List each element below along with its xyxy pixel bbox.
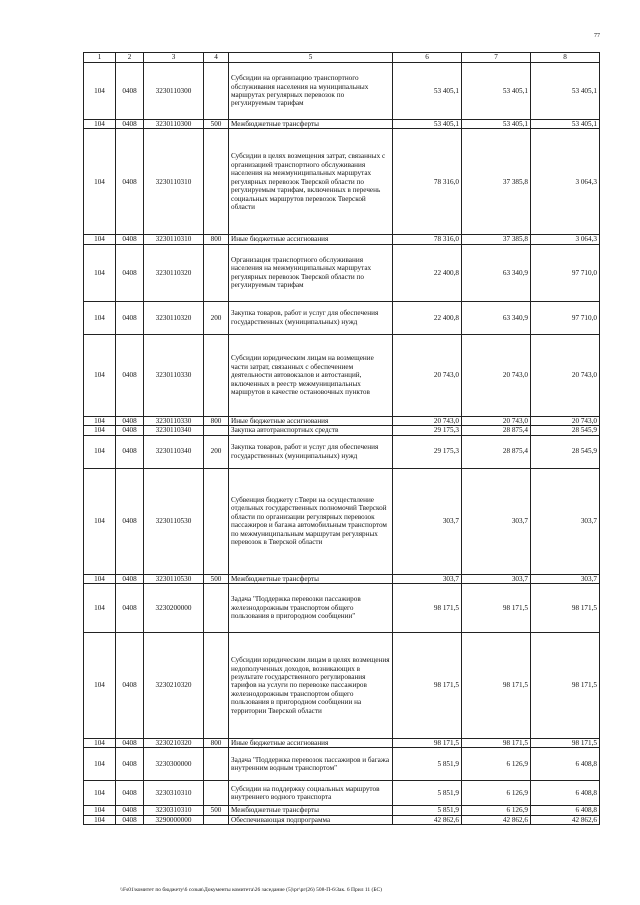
row-amount-col8: 303,7 bbox=[531, 468, 600, 574]
row-amount-col7: 98 171,5 bbox=[462, 739, 531, 748]
row-amount-col7: 28 875,4 bbox=[462, 426, 531, 435]
row-target-code: 3230300000 bbox=[144, 748, 204, 781]
column-header: 6 bbox=[393, 53, 462, 63]
column-header: 7 bbox=[462, 53, 531, 63]
row-expense-type-code: 500 bbox=[204, 120, 229, 129]
row-expense-type-code bbox=[204, 129, 229, 235]
row-expense-type-code bbox=[204, 244, 229, 301]
row-description: Межбюджетные трансферты bbox=[229, 574, 393, 583]
row-amount-col6: 78 316,0 bbox=[393, 129, 462, 235]
row-section-code: 104 bbox=[84, 468, 116, 574]
row-section-code: 104 bbox=[84, 301, 116, 334]
row-description: Закупка товаров, работ и услуг для обеспечения государственных (муниципальных) нужд bbox=[229, 301, 393, 334]
page-number: 77 bbox=[594, 33, 600, 39]
row-description: Субсидии юридическим лицам на возмещение части затрат, связанных с обеспечением деятельности автовокзалов и автостанций, включенных в реестр межмуниципальных маршрутов в качестве остановочных пунктов bbox=[229, 334, 393, 416]
row-amount-col7: 20 743,0 bbox=[462, 416, 531, 425]
column-header: 4 bbox=[204, 53, 229, 63]
row-subsection-code: 0408 bbox=[116, 468, 144, 574]
row-amount-col7: 53 405,1 bbox=[462, 63, 531, 120]
column-header: 2 bbox=[116, 53, 144, 63]
column-header: 3 bbox=[144, 53, 204, 63]
row-expense-type-code bbox=[204, 584, 229, 633]
row-expense-type-code: 800 bbox=[204, 739, 229, 748]
row-amount-col7: 98 171,5 bbox=[462, 584, 531, 633]
row-amount-col8: 20 743,0 bbox=[531, 416, 600, 425]
row-subsection-code: 0408 bbox=[116, 435, 144, 468]
row-subsection-code: 0408 bbox=[116, 416, 144, 425]
row-section-code: 104 bbox=[84, 426, 116, 435]
row-section-code: 104 bbox=[84, 748, 116, 781]
row-expense-type-code: 200 bbox=[204, 301, 229, 334]
row-amount-col8: 3 064,3 bbox=[531, 235, 600, 244]
row-target-code: 3290000000 bbox=[144, 815, 204, 824]
row-expense-type-code: 800 bbox=[204, 235, 229, 244]
row-section-code: 104 bbox=[84, 235, 116, 244]
row-amount-col8: 28 545,9 bbox=[531, 435, 600, 468]
column-header: 5 bbox=[229, 53, 393, 63]
row-section-code: 104 bbox=[84, 815, 116, 824]
row-subsection-code: 0408 bbox=[116, 781, 144, 806]
row-target-code: 3230110530 bbox=[144, 574, 204, 583]
row-section-code: 104 bbox=[84, 63, 116, 120]
table-row bbox=[84, 815, 600, 824]
row-section-code: 104 bbox=[84, 120, 116, 129]
row-amount-col8: 303,7 bbox=[531, 574, 600, 583]
row-amount-col7: 98 171,5 bbox=[462, 633, 531, 739]
row-amount-col6: 20 743,0 bbox=[393, 416, 462, 425]
row-description: Межбюджетные трансферты bbox=[229, 806, 393, 815]
row-expense-type-code bbox=[204, 334, 229, 416]
row-description: Иные бюджетные ассигнования bbox=[229, 739, 393, 748]
row-target-code: 3230110300 bbox=[144, 120, 204, 129]
row-expense-type-code bbox=[204, 633, 229, 739]
row-expense-type-code bbox=[204, 815, 229, 824]
row-target-code: 3230210320 bbox=[144, 633, 204, 739]
row-description: Субсидии на организацию транспортного обслуживания населения на муниципальных маршрутах регулярных перевозок по регулируемым тарифам bbox=[229, 63, 393, 120]
row-section-code: 104 bbox=[84, 584, 116, 633]
row-section-code: 104 bbox=[84, 129, 116, 235]
row-amount-col6: 53 405,1 bbox=[393, 120, 462, 129]
row-subsection-code: 0408 bbox=[116, 301, 144, 334]
table-row bbox=[84, 806, 600, 815]
row-description: Субвенция бюджету г.Твери на осуществление отдельных государственных полномочий Тверской области по организации регулярных перевозок пассажиров и багажа автомобильным транспортом по межмуниципальным маршрутам регулярных перевозок в Тверской области bbox=[229, 468, 393, 574]
row-target-code: 3230110320 bbox=[144, 301, 204, 334]
row-amount-col6: 98 171,5 bbox=[393, 584, 462, 633]
row-expense-type-code bbox=[204, 426, 229, 435]
row-amount-col7: 6 126,9 bbox=[462, 781, 531, 806]
table-row bbox=[84, 129, 600, 235]
row-amount-col6: 98 171,5 bbox=[393, 739, 462, 748]
row-amount-col7: 303,7 bbox=[462, 468, 531, 574]
row-target-code: 3230110320 bbox=[144, 244, 204, 301]
row-expense-type-code: 500 bbox=[204, 574, 229, 583]
row-amount-col8: 97 710,0 bbox=[531, 301, 600, 334]
table-row bbox=[84, 416, 600, 425]
table-row bbox=[84, 435, 600, 468]
row-subsection-code: 0408 bbox=[116, 584, 144, 633]
row-amount-col6: 22 400,8 bbox=[393, 301, 462, 334]
row-expense-type-code: 800 bbox=[204, 416, 229, 425]
table-row bbox=[84, 120, 600, 129]
row-subsection-code: 0408 bbox=[116, 748, 144, 781]
row-amount-col6: 303,7 bbox=[393, 574, 462, 583]
table-row bbox=[84, 244, 600, 301]
row-amount-col6: 98 171,5 bbox=[393, 633, 462, 739]
row-amount-col6: 42 862,6 bbox=[393, 815, 462, 824]
row-target-code: 3230310310 bbox=[144, 781, 204, 806]
row-amount-col8: 20 743,0 bbox=[531, 334, 600, 416]
row-amount-col6: 22 400,8 bbox=[393, 244, 462, 301]
row-amount-col8: 3 064,3 bbox=[531, 129, 600, 235]
row-description: Задача "Поддержка перевозок пассажиров и багажа внутренним водным транспортом" bbox=[229, 748, 393, 781]
row-amount-col7: 20 743,0 bbox=[462, 334, 531, 416]
table-row bbox=[84, 334, 600, 416]
row-amount-col7: 6 126,9 bbox=[462, 806, 531, 815]
row-target-code: 3230310310 bbox=[144, 806, 204, 815]
row-amount-col6: 303,7 bbox=[393, 468, 462, 574]
row-amount-col8: 6 408,8 bbox=[531, 806, 600, 815]
row-target-code: 3230110340 bbox=[144, 426, 204, 435]
row-subsection-code: 0408 bbox=[116, 235, 144, 244]
row-target-code: 3230110340 bbox=[144, 435, 204, 468]
row-expense-type-code bbox=[204, 748, 229, 781]
row-section-code: 104 bbox=[84, 435, 116, 468]
row-section-code: 104 bbox=[84, 334, 116, 416]
row-amount-col8: 53 405,1 bbox=[531, 63, 600, 120]
row-description: Задача "Поддержка перевозки пассажиров железнодорожным транспортом общего пользования в пригородном сообщении" bbox=[229, 584, 393, 633]
row-description: Субсидии в целях возмещения затрат, связанных с организацией транспортного обслуживания населения на межмуниципальных маршрутах регулярных перевозок Тверской области по регулируемым тарифам, включенных в перечень социальных маршрутов перевозок Тверской области bbox=[229, 129, 393, 235]
row-description: Иные бюджетные ассигнования bbox=[229, 416, 393, 425]
row-expense-type-code bbox=[204, 468, 229, 574]
row-amount-col8: 53 405,1 bbox=[531, 120, 600, 129]
row-amount-col6: 78 316,0 bbox=[393, 235, 462, 244]
row-subsection-code: 0408 bbox=[116, 244, 144, 301]
row-amount-col7: 37 385,8 bbox=[462, 129, 531, 235]
table-row bbox=[84, 781, 600, 806]
row-description: Межбюджетные трансферты bbox=[229, 120, 393, 129]
table-row bbox=[84, 584, 600, 633]
row-description: Закупка автотранспортных средств bbox=[229, 426, 393, 435]
row-amount-col7: 53 405,1 bbox=[462, 120, 531, 129]
row-description: Закупка товаров, работ и услуг для обеспечения государственных (муниципальных) нужд bbox=[229, 435, 393, 468]
row-section-code: 104 bbox=[84, 806, 116, 815]
row-section-code: 104 bbox=[84, 739, 116, 748]
row-subsection-code: 0408 bbox=[116, 806, 144, 815]
row-amount-col7: 303,7 bbox=[462, 574, 531, 583]
row-subsection-code: 0408 bbox=[116, 574, 144, 583]
row-amount-col7: 6 126,9 bbox=[462, 748, 531, 781]
row-expense-type-code bbox=[204, 63, 229, 120]
row-amount-col6: 5 851,9 bbox=[393, 781, 462, 806]
table-row bbox=[84, 633, 600, 739]
table-row bbox=[84, 235, 600, 244]
row-subsection-code: 0408 bbox=[116, 120, 144, 129]
row-target-code: 3230110300 bbox=[144, 63, 204, 120]
row-subsection-code: 0408 bbox=[116, 426, 144, 435]
row-section-code: 104 bbox=[84, 633, 116, 739]
row-amount-col7: 42 862,6 bbox=[462, 815, 531, 824]
row-description: Субсидии юридическим лицам в целях возмещения недополученных доходов, возникающих в результате государственного регулирования тарифов на услуги по перевозке пассажиров железнодорожным транспортом общего пользования в пригородном сообщении на территории Тверской области bbox=[229, 633, 393, 739]
row-target-code: 3230200000 bbox=[144, 584, 204, 633]
row-amount-col6: 5 851,9 bbox=[393, 806, 462, 815]
table-row bbox=[84, 739, 600, 748]
column-header: 1 bbox=[84, 53, 116, 63]
row-target-code: 3230110310 bbox=[144, 129, 204, 235]
table-row bbox=[84, 301, 600, 334]
row-description: Обеспечивающая подпрограмма bbox=[229, 815, 393, 824]
row-amount-col8: 42 862,6 bbox=[531, 815, 600, 824]
footer-file-path: \\Fs01\комитет по бюджету\6 созыв\Документы комитета\26 заседание (5)\рг\рг(26) 508-П-6\Зак. 6 Прил 11 (БС) bbox=[120, 887, 382, 893]
row-subsection-code: 0408 bbox=[116, 815, 144, 824]
budget-table bbox=[83, 52, 600, 825]
row-amount-col8: 97 710,0 bbox=[531, 244, 600, 301]
row-section-code: 104 bbox=[84, 416, 116, 425]
row-section-code: 104 bbox=[84, 574, 116, 583]
row-target-code: 3230210320 bbox=[144, 739, 204, 748]
table-row bbox=[84, 468, 600, 574]
row-amount-col8: 98 171,5 bbox=[531, 739, 600, 748]
table-row bbox=[84, 748, 600, 781]
row-amount-col8: 6 408,8 bbox=[531, 781, 600, 806]
row-expense-type-code bbox=[204, 781, 229, 806]
table-row bbox=[84, 426, 600, 435]
row-subsection-code: 0408 bbox=[116, 334, 144, 416]
row-target-code: 3230110530 bbox=[144, 468, 204, 574]
row-section-code: 104 bbox=[84, 244, 116, 301]
row-amount-col8: 6 408,8 bbox=[531, 748, 600, 781]
row-amount-col7: 63 340,9 bbox=[462, 244, 531, 301]
row-description: Субсидии на поддержку социальных маршрутов внутреннего водного транспорта bbox=[229, 781, 393, 806]
row-amount-col7: 63 340,9 bbox=[462, 301, 531, 334]
row-target-code: 3230110310 bbox=[144, 235, 204, 244]
row-amount-col7: 37 385,8 bbox=[462, 235, 531, 244]
row-expense-type-code: 200 bbox=[204, 435, 229, 468]
row-subsection-code: 0408 bbox=[116, 739, 144, 748]
row-amount-col8: 98 171,5 bbox=[531, 633, 600, 739]
row-description: Иные бюджетные ассигнования bbox=[229, 235, 393, 244]
row-amount-col6: 53 405,1 bbox=[393, 63, 462, 120]
row-amount-col6: 29 175,3 bbox=[393, 435, 462, 468]
row-subsection-code: 0408 bbox=[116, 633, 144, 739]
row-amount-col6: 29 175,3 bbox=[393, 426, 462, 435]
row-target-code: 3230110330 bbox=[144, 416, 204, 425]
column-header: 8 bbox=[531, 53, 600, 63]
row-amount-col8: 28 545,9 bbox=[531, 426, 600, 435]
row-amount-col6: 20 743,0 bbox=[393, 334, 462, 416]
table-row bbox=[84, 574, 600, 583]
table-row bbox=[84, 63, 600, 120]
column-number-row bbox=[84, 53, 600, 63]
row-amount-col7: 28 875,4 bbox=[462, 435, 531, 468]
row-section-code: 104 bbox=[84, 781, 116, 806]
row-subsection-code: 0408 bbox=[116, 129, 144, 235]
row-amount-col6: 5 851,9 bbox=[393, 748, 462, 781]
row-subsection-code: 0408 bbox=[116, 63, 144, 120]
row-amount-col8: 98 171,5 bbox=[531, 584, 600, 633]
row-target-code: 3230110330 bbox=[144, 334, 204, 416]
row-expense-type-code: 500 bbox=[204, 806, 229, 815]
row-description: Организация транспортного обслуживания населения на межмуниципальных маршрутах регулярных перевозок Тверской области по регулируемым тарифам bbox=[229, 244, 393, 301]
